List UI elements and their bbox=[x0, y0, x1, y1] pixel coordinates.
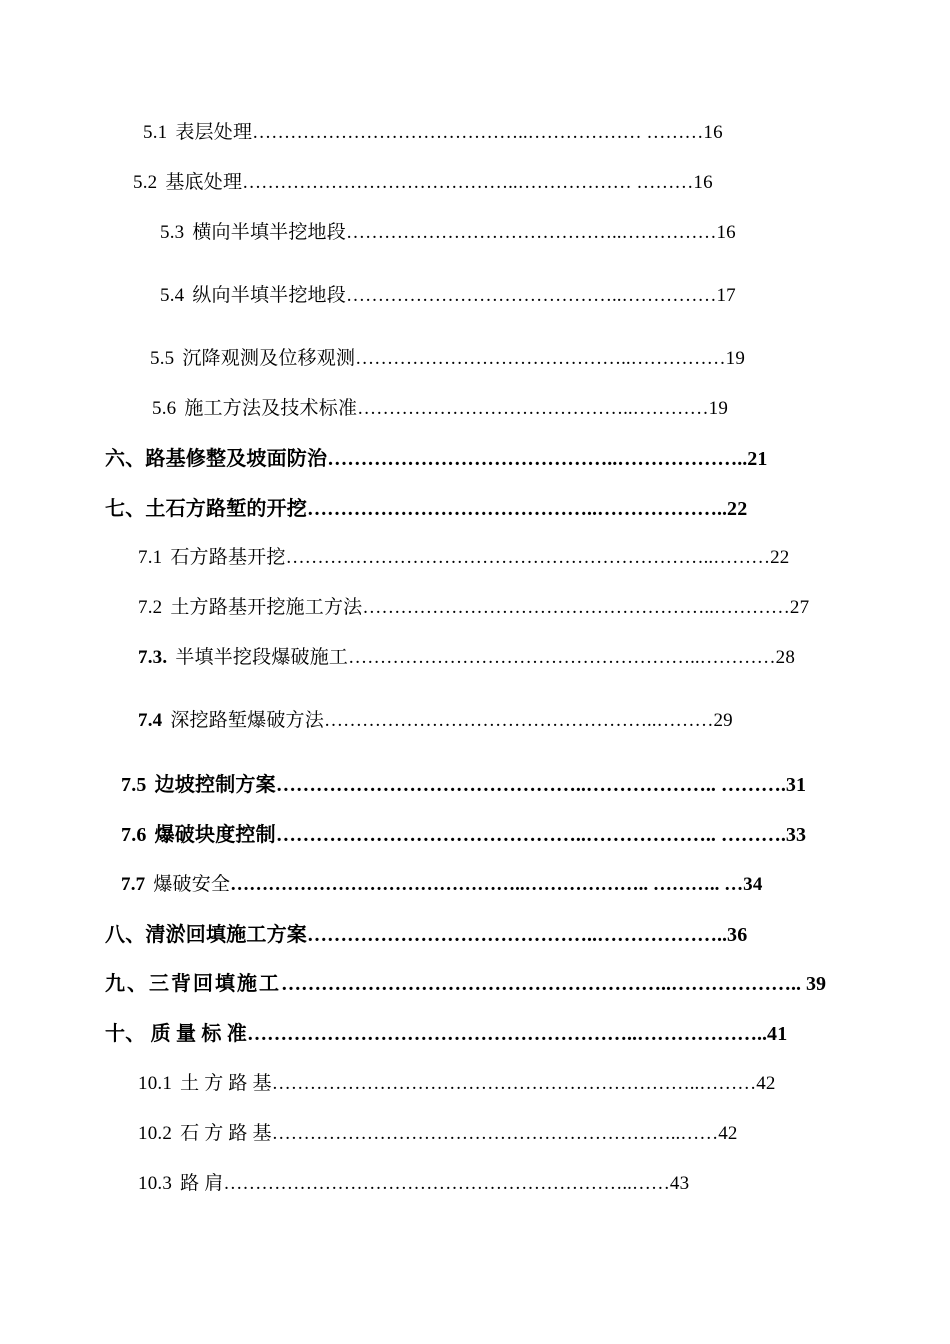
toc-leader-dots: ……………………………………..……………… ……… bbox=[242, 172, 694, 193]
toc-leader-dots: ………………………………………………..………… bbox=[348, 647, 776, 668]
toc-leader-dots: ………………………………………………………..…… bbox=[271, 1123, 719, 1144]
toc-entry-title: 石方路基开挖 bbox=[170, 547, 286, 568]
toc-entry-page: 34 bbox=[743, 874, 763, 895]
toc-leader-dots: …………………………………………………..……………….. bbox=[281, 973, 806, 995]
toc-leader-dots: ……………………………………..…………… bbox=[345, 222, 717, 243]
toc-entry-number: 10.2 bbox=[138, 1123, 173, 1144]
toc-entry-page: 43 bbox=[669, 1173, 690, 1194]
toc-entry-page: 19 bbox=[708, 398, 729, 419]
toc-leader-dots: ……………………………………..……………….. bbox=[307, 924, 727, 946]
toc-entry-number: 7.1 bbox=[138, 547, 163, 568]
toc-entry-number: 5.3 bbox=[160, 222, 185, 243]
toc-entry-title: 土 方 路 基 bbox=[180, 1073, 272, 1094]
toc-entry-page: 17 bbox=[716, 285, 736, 306]
toc-entry-title: 石 方 路 基 bbox=[180, 1123, 272, 1144]
toc-entry-5-3[interactable] bbox=[160, 220, 736, 246]
toc-entry-10-2[interactable] bbox=[138, 1121, 738, 1147]
toc-entry-title: 十、 质 量 标 准 bbox=[105, 1023, 247, 1045]
toc-entry-page: 31 bbox=[785, 774, 807, 796]
toc-entry-7-3[interactable] bbox=[138, 645, 795, 671]
toc-leader-dots: ……………………………………..……………….. bbox=[327, 448, 748, 470]
toc-entry-page: 29 bbox=[713, 710, 733, 731]
toc-entry-number: 7.5 bbox=[121, 774, 147, 796]
toc-entry-number: 7.7 bbox=[121, 874, 146, 895]
toc-entry-page: 21 bbox=[747, 448, 768, 470]
toc-entry-page: 41 bbox=[767, 1023, 788, 1045]
toc-entry-number: 5.2 bbox=[133, 172, 158, 193]
toc-leader-dots: ……………………………………..………… bbox=[357, 398, 709, 419]
toc-entry-10-1[interactable] bbox=[138, 1071, 776, 1097]
toc-entry-7-6[interactable] bbox=[121, 822, 806, 848]
toc-leader-dots: ………………………………………..……………….. ………. bbox=[275, 824, 786, 846]
toc-entry-title: 施工方法及技术标准 bbox=[184, 398, 358, 419]
toc-entry-page: 19 bbox=[725, 348, 746, 369]
toc-entry-title: 八、清淤回填施工方案 bbox=[105, 924, 307, 946]
toc-entry-chapter-7[interactable] bbox=[105, 496, 747, 522]
toc-entry-page: 28 bbox=[775, 647, 796, 668]
toc-entry-number: 5.6 bbox=[152, 398, 177, 419]
toc-leader-dots: ……………………………………..……………….. bbox=[307, 498, 727, 520]
toc-entry-page: 16 bbox=[703, 122, 723, 143]
toc-entry-7-4[interactable] bbox=[138, 708, 733, 734]
toc-entry-5-5[interactable] bbox=[150, 346, 745, 372]
toc-entry-5-1[interactable] bbox=[143, 120, 723, 146]
toc-entry-number: 7.2 bbox=[138, 597, 163, 618]
toc-entry-5-4[interactable] bbox=[160, 283, 736, 309]
toc-entry-number: 5.5 bbox=[150, 348, 175, 369]
toc-entry-7-7[interactable] bbox=[121, 872, 763, 898]
toc-leader-dots: …………………………………………………………..……… bbox=[285, 547, 771, 568]
toc-leader-dots: ………………………………………………………..…… bbox=[223, 1173, 670, 1194]
toc-entry-title: 土方路基开挖施工方法 bbox=[170, 597, 363, 618]
toc-entry-title: 路 肩 bbox=[180, 1173, 224, 1194]
toc-entry-page: 16 bbox=[716, 222, 736, 243]
toc-leader-dots: ……………………………………..……………… ……… bbox=[252, 122, 704, 143]
toc-entry-title: 七、土石方路堑的开挖 bbox=[105, 498, 307, 520]
toc-entry-page: 16 bbox=[693, 172, 713, 193]
toc-entry-title: 爆破安全 bbox=[153, 874, 231, 895]
toc-entry-page: 39 bbox=[806, 973, 826, 995]
toc-entry-10-3[interactable] bbox=[138, 1171, 689, 1197]
toc-entry-title: 六、路基修整及坡面防治 bbox=[105, 448, 328, 470]
toc-entry-chapter-10[interactable] bbox=[105, 1021, 787, 1047]
toc-entry-page: 42 bbox=[718, 1123, 738, 1144]
toc-entry-5-6[interactable] bbox=[152, 396, 728, 422]
toc-entry-number: 10.3 bbox=[138, 1173, 173, 1194]
toc-entry-chapter-8[interactable] bbox=[105, 922, 747, 948]
toc-entry-page: 22 bbox=[727, 498, 748, 520]
toc-leader-dots: ……………………………………………..……… bbox=[323, 710, 714, 731]
toc-entry-title: 边坡控制方案 bbox=[154, 774, 276, 796]
toc-entry-page: 42 bbox=[756, 1073, 776, 1094]
toc-leader-dots: ……………………………………..…………… bbox=[345, 285, 717, 306]
toc-entry-number: 10.1 bbox=[138, 1073, 173, 1094]
toc-entry-page: 36 bbox=[727, 924, 748, 946]
toc-leader-dots: ……………………………………..…………… bbox=[355, 348, 726, 369]
toc-entry-7-1[interactable] bbox=[138, 545, 789, 571]
toc-entry-title: 横向半填半挖地段 bbox=[192, 222, 346, 243]
toc-entry-page: 22 bbox=[770, 547, 790, 568]
toc-entry-number: 7.4 bbox=[138, 710, 163, 731]
toc-entry-chapter-6[interactable] bbox=[105, 446, 768, 472]
toc-entry-title: 深挖路堑爆破方法 bbox=[170, 710, 324, 731]
toc-entry-number: 5.1 bbox=[143, 122, 168, 143]
toc-leader-dots: ………………………………………..……………….. ……….. … bbox=[230, 874, 744, 895]
toc-entry-title: 沉降观测及位移观测 bbox=[182, 348, 356, 369]
toc-entry-title: 九、三背回填施工 bbox=[105, 973, 281, 995]
toc-entry-page: 27 bbox=[789, 597, 810, 618]
toc-entry-title: 表层处理 bbox=[175, 122, 253, 143]
toc-entry-number: 7.3. bbox=[138, 647, 168, 668]
toc-entry-number: 7.6 bbox=[121, 824, 147, 846]
toc-entry-number: 5.4 bbox=[160, 285, 185, 306]
toc-entry-title: 纵向半填半挖地段 bbox=[192, 285, 346, 306]
toc-entry-chapter-9[interactable] bbox=[105, 971, 826, 997]
toc-entry-7-5[interactable] bbox=[121, 772, 806, 798]
toc-entry-7-2[interactable] bbox=[138, 595, 809, 621]
toc-leader-dots: …………………………………………………………..……… bbox=[271, 1073, 757, 1094]
toc-entry-title: 半填半挖段爆破施工 bbox=[175, 647, 349, 668]
toc-entry-page: 33 bbox=[785, 824, 807, 846]
toc-entry-title: 爆破块度控制 bbox=[154, 824, 276, 846]
toc-entry-title: 基底处理 bbox=[165, 172, 243, 193]
toc-leader-dots: ………………………………………..……………….. ………. bbox=[275, 774, 786, 796]
toc-leader-dots: ………………………………………………..………… bbox=[362, 597, 790, 618]
toc-leader-dots: …………………………………………………..……………….. bbox=[247, 1023, 767, 1045]
toc-entry-5-2[interactable] bbox=[133, 170, 713, 196]
